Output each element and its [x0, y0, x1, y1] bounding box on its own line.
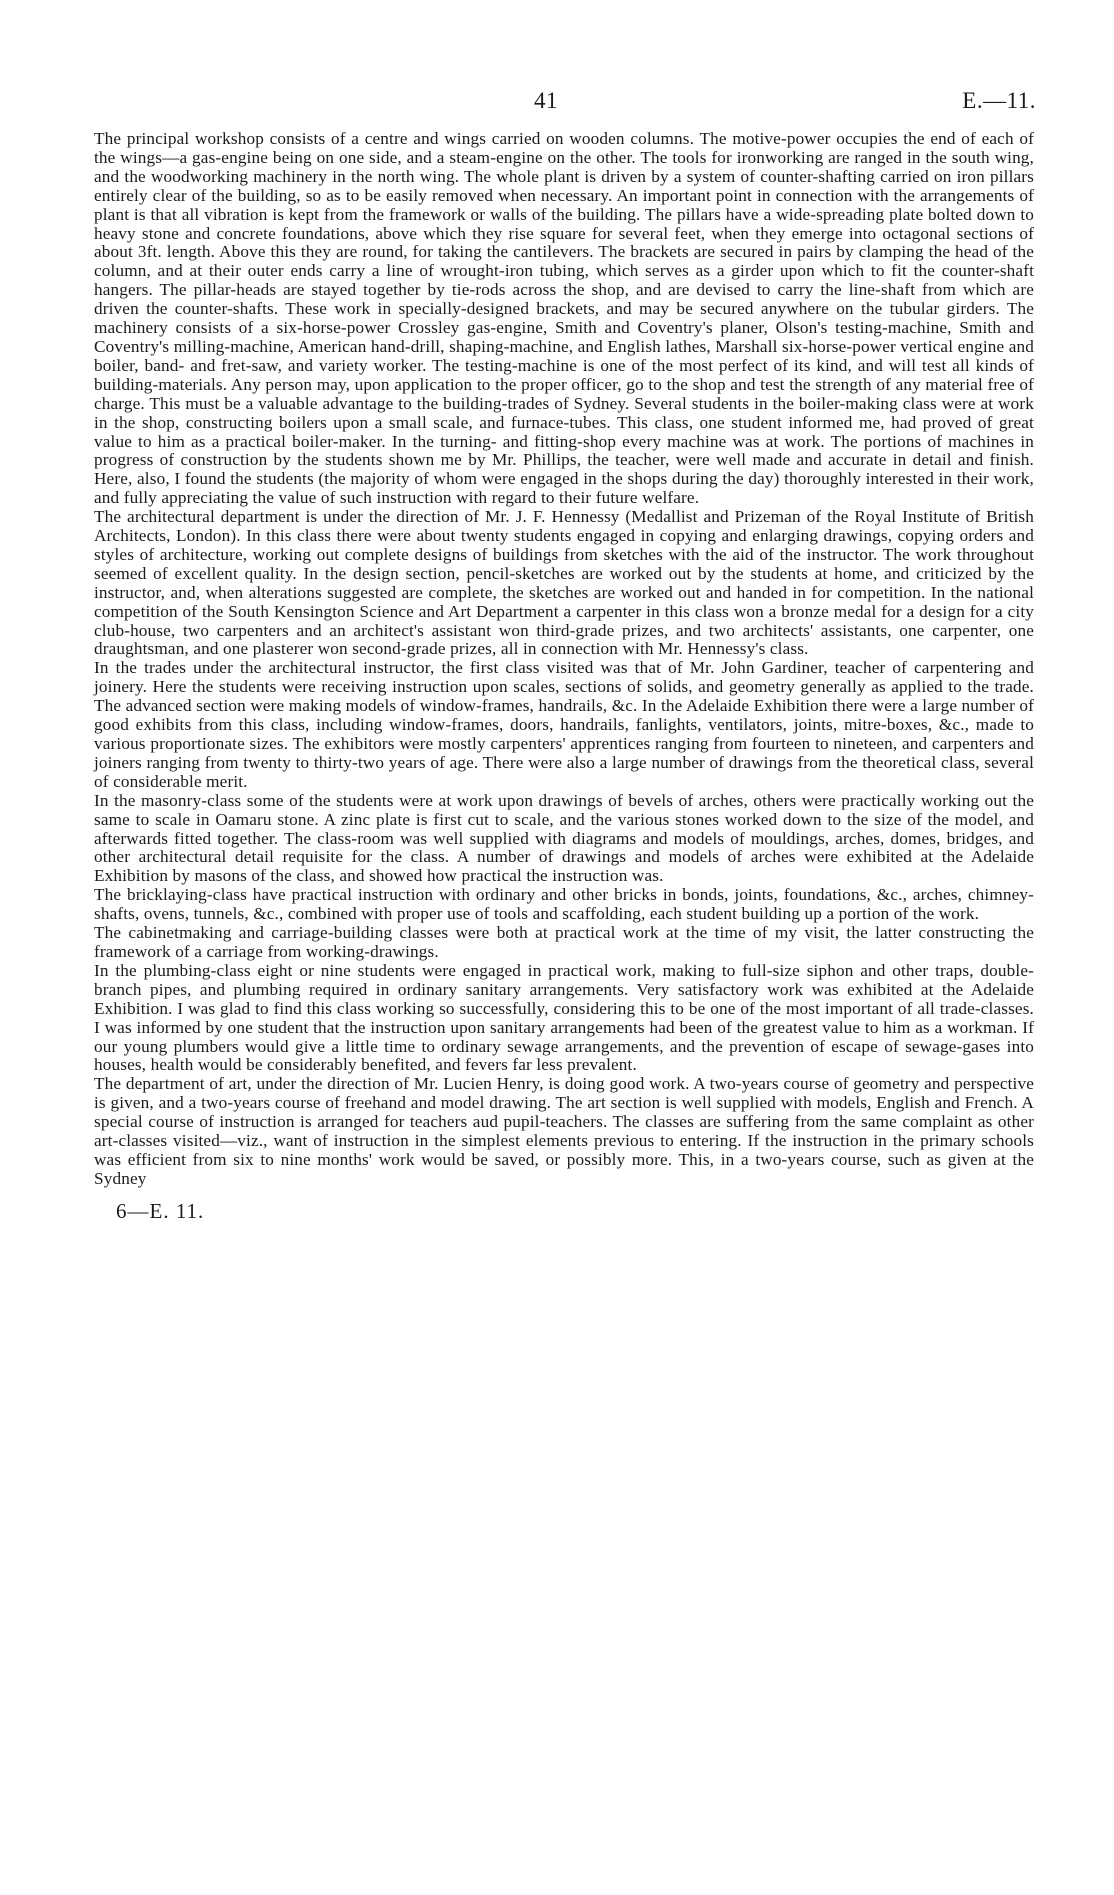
paragraph-plumbing-class: In the plumbing-class eight or nine students were engaged in practical work, making to full-size siphon and other traps, double-branch pipes, and plumbing required in ordinary sanitary arrangements. Very satisfactory work was exhibited at the Adelaide Exhibition. I was glad to find this class working so successfully, considering this to be one of the most important of all trade-classes. I was informed by one student that the instruction upon sanitary arrangements had been of the greatest value to him as a workman. If our young plumbers would give a little time to ordinary sewage arrangements, and the prevention of escape of sewage-gases into houses, health would be considerably benefited, and fevers far less prevalent. — [94, 960, 1034, 1075]
paragraph-workshop: The principal workshop consists of a centre and wings carried on wooden columns. The motive-power occupies the end of each of the wings—a gas-engine being on one side, and a steam-engine on the other. The tools for ironworking are ranged in the south wing, and the woodworking machinery in the north wing. The whole plant is driven by a system of counter-shafting carried on iron pillars entirely clear of the building, so as to be easily removed when necessary. An important point in connection with the arrangements of plant is that all vibration is kept from the framework or walls of the building. The pillars have a wide-spreading plate bolted down to heavy stone and concrete foundations, above which they rise square for several feet, when they emerge into octagonal sections of about 3ft. length. Above this they are round, for taking the cantilevers. The brackets are secured in pairs by clamping the head of the column, and at their outer ends carry a line of wrought-iron tubing, which serves as a girder upon which to fit the counter-shaft hangers. The pillar-heads are stayed together by tie-rods across the shop, and are devised to carry the line-shaft from which are driven the counter-shafts. These work in specially-designed brackets, and may be secured anywhere on the tubular girders. The machinery consists of a six-horse-power Crossley gas-engine, Smith and Coventry's planer, Olson's testing-machine, Smith and Coventry's milling-machine, American hand-drill, shaping-machine, and English lathes, Marshall six-horse-power vertical engine and boiler, band- and fret-saw, and variety worker. The testing-machine is one of the most perfect of its kind, and will test all kinds of building-materials. Any person may, upon application to the proper officer, go to the shop and test the strength of any material free of charge. This must be a valuable advantage to the building-trades of Sydney. Several students in the boiler-making class were at work in the shop, constructing boilers upon a small scale, and furnace-tubes. This class, one student informed me, had proved of great value to him as a practical boiler-maker. In the turning- and fitting-shop every machine was at work. The portions of machines in progress of construction by the students shown me by Mr. Phillips, the teacher, were well made and accurate in detail and finish. Here, also, I found the students (the majority of whom were engaged in the shops during the day) thoroughly interested in their work, and fully appreciating the value of such instruction with regard to their future welfare. — [94, 129, 1034, 508]
paragraph-carpentry-class: In the trades under the architectural instructor, the first class visited was that of Mr. John Gardiner, teacher of carpentering and joinery. Here the students were receiving instruction upon scales, sections of solids, and geometry generally as applied to the trade. The advanced section were making models of window-frames, handrails, &c. In the Adelaide Exhibition there were a large number of good exhibits from this class, including window-frames, doors, handrails, fanlights, ventilators, joints, mitre-boxes, &c., made to various proportionate sizes. The exhibitors were mostly carpenters' apprentices ranging from fourteen to nineteen, and carpenters and joiners ranging from twenty to thirty-two years of age. There were also a large number of drawings from the theoretical class, several of considerable merit. — [94, 658, 1035, 791]
paragraph-art-department: The department of art, under the direction of Mr. Lucien Henry, is doing good work. A two-years course of geometry and perspective is given, and a two-years course of freehand and model drawing. The art section is well supplied with models, English and French. A special course of instruction is arranged for teachers aud pupil-teachers. The classes are suffering from the same complaint as other art-classes visited—viz., want of instruction in the simplest elements previous to entering. If the instruction in the primary schools was efficient from six to nine months' work would be saved, or possibly more. This, in a two-years course, such as given at the Sydney — [94, 1074, 1034, 1188]
body-text — [94, 130, 1034, 1189]
page-number: 41 — [534, 88, 558, 113]
document-reference: E.—11. — [962, 88, 1036, 113]
paragraph-cabinetmaking-class: The cabinetmaking and carriage-building classes were both at practical work at the time of my visit, the latter constructing the framework of a carriage from working-drawings. — [94, 923, 1034, 961]
paragraph-masonry-class: In the masonry-class some of the students were at work upon drawings of bevels of arches, others were practically working out the same to scale in Oamaru stone. A zinc plate is first cut to scale, and the various stones worked down to the size of the model, and afterwards fitted together. The class-room was well supplied with diagrams and models of mouldings, arches, domes, bridges, and other architectural detail requisite for the class. A number of drawings and models of arches were exhibited at the Adelaide Exhibition by masons of the class, and showed how practical the instruction was. — [94, 790, 1034, 886]
paragraph-architectural-department: The architectural department is under the direction of Mr. J. F. Hennessy (Medallist and Prizeman of the Royal Institute of British Architects, London). In this class there were about twenty students engaged in copying and enlarging drawings, copying orders and styles of architecture, working out complete designs of buildings from sketches with the aid of the instructor. The work throughout seemed of excellent quality. In the design section, pencil-sketches are worked out by the students at home, and criticized by the instructor, and, when alterations suggested are complete, the sketches are worked out and handed in for competition. In the national competition of the South Kensington Science and Art Department a carpenter in this class won a bronze medal for a design for a city club-house, two carpenters and an architect's assistant won third-grade prizes, and two architects' assistants, one carpenter, one draughtsman, and one plasterer won second-grade prizes, all in connection with Mr. Hennessy's class. — [94, 507, 1034, 659]
printer-signature: 6—E. 11. — [116, 1198, 205, 1223]
paragraph-bricklaying-class: The bricklaying-class have practical instruction with ordinary and other bricks in bonds, joints, foundations, &c., arches, chimney-shafts, ovens, tunnels, &c., combined with proper use of tools and scaffolding, each student building up a portion of the work. — [94, 885, 1034, 924]
page-header — [94, 88, 1034, 130]
